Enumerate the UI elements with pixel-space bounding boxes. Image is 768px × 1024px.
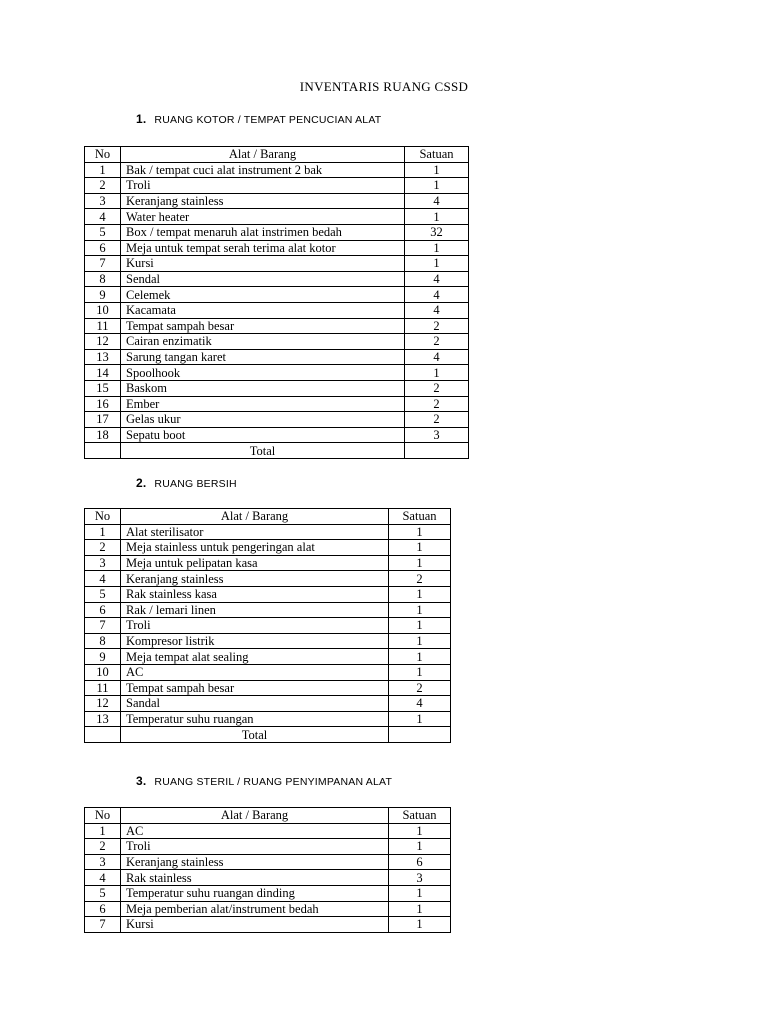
item-name: AC xyxy=(121,823,389,839)
column-header-no: No xyxy=(85,509,121,525)
row-number: 2 xyxy=(85,839,121,855)
item-name: Sendal xyxy=(121,271,405,287)
item-name: Troli xyxy=(121,178,405,194)
column-header-item: Alat / Barang xyxy=(121,147,405,163)
table-row xyxy=(85,870,451,886)
item-quantity: 1 xyxy=(389,633,451,649)
table-row xyxy=(85,586,451,602)
table-row xyxy=(85,256,469,272)
row-number: 8 xyxy=(85,633,121,649)
item-name: Rak stainless xyxy=(121,870,389,886)
table-header-row xyxy=(85,509,451,525)
table-row xyxy=(85,240,469,256)
item-quantity: 1 xyxy=(389,524,451,540)
section-title: RUANG BERSIH xyxy=(154,478,237,490)
item-quantity: 1 xyxy=(405,209,469,225)
table-row xyxy=(85,917,451,933)
table-row xyxy=(85,396,469,412)
section-title: RUANG KOTOR / TEMPAT PENCUCIAN ALAT xyxy=(154,114,382,126)
table-row xyxy=(85,711,451,727)
item-quantity: 1 xyxy=(405,365,469,381)
row-number: 2 xyxy=(85,540,121,556)
item-quantity: 1 xyxy=(389,711,451,727)
item-quantity: 4 xyxy=(405,302,469,318)
table-row xyxy=(85,193,469,209)
row-number: 4 xyxy=(85,209,121,225)
row-number: 18 xyxy=(85,427,121,443)
row-number: 6 xyxy=(85,240,121,256)
item-quantity: 32 xyxy=(405,224,469,240)
table-row xyxy=(85,287,469,303)
item-quantity: 1 xyxy=(389,649,451,665)
item-quantity: 1 xyxy=(389,602,451,618)
item-quantity: 2 xyxy=(405,412,469,428)
row-number: 11 xyxy=(85,680,121,696)
item-name: Meja untuk pelipatan kasa xyxy=(121,555,389,571)
total-row xyxy=(85,727,451,743)
item-name: Keranjang stainless xyxy=(121,193,405,209)
section-number: 1. xyxy=(136,112,147,126)
item-name: Kursi xyxy=(121,917,389,933)
section-number: 3. xyxy=(136,774,147,788)
row-number: 7 xyxy=(85,917,121,933)
row-number: 4 xyxy=(85,870,121,886)
column-header-no: No xyxy=(85,808,121,824)
row-number: 11 xyxy=(85,318,121,334)
table-header-row xyxy=(85,808,451,824)
item-quantity: 6 xyxy=(389,854,451,870)
total-row xyxy=(85,443,469,459)
item-name: Kacamata xyxy=(121,302,405,318)
row-number: 6 xyxy=(85,602,121,618)
item-quantity: 3 xyxy=(389,870,451,886)
table-row xyxy=(85,162,469,178)
row-number: 6 xyxy=(85,901,121,917)
item-quantity: 1 xyxy=(389,823,451,839)
inventory-table-ruang-steril xyxy=(84,807,451,933)
row-number: 14 xyxy=(85,365,121,381)
item-name: Troli xyxy=(121,618,389,634)
item-quantity: 1 xyxy=(389,839,451,855)
item-name: Kursi xyxy=(121,256,405,272)
table-row xyxy=(85,209,469,225)
row-number: 7 xyxy=(85,618,121,634)
item-quantity: 1 xyxy=(405,162,469,178)
total-empty-cell xyxy=(85,727,121,743)
item-name: Meja pemberian alat/instrument bedah xyxy=(121,901,389,917)
item-quantity: 2 xyxy=(389,680,451,696)
column-header-qty: Satuan xyxy=(389,808,451,824)
table-row xyxy=(85,334,469,350)
row-number: 10 xyxy=(85,664,121,680)
item-name: Meja untuk tempat serah terima alat kotor xyxy=(121,240,405,256)
row-number: 17 xyxy=(85,412,121,428)
table-row xyxy=(85,680,451,696)
item-quantity: 1 xyxy=(405,256,469,272)
total-value-cell xyxy=(389,727,451,743)
table-row xyxy=(85,365,469,381)
item-name: Troli xyxy=(121,839,389,855)
row-number: 13 xyxy=(85,349,121,365)
table-row xyxy=(85,302,469,318)
item-quantity: 2 xyxy=(389,571,451,587)
row-number: 2 xyxy=(85,178,121,194)
table-row xyxy=(85,649,451,665)
inventory-table-ruang-kotor xyxy=(84,146,469,459)
item-quantity: 1 xyxy=(389,901,451,917)
section-heading-1 xyxy=(136,112,381,126)
item-name: Alat sterilisator xyxy=(121,524,389,540)
table-row xyxy=(85,901,451,917)
item-name: Keranjang stainless xyxy=(121,854,389,870)
table-row xyxy=(85,540,451,556)
item-name: Meja tempat alat sealing xyxy=(121,649,389,665)
row-number: 5 xyxy=(85,885,121,901)
item-name: Water heater xyxy=(121,209,405,225)
row-number: 1 xyxy=(85,162,121,178)
table-row xyxy=(85,271,469,287)
item-quantity: 2 xyxy=(405,396,469,412)
item-quantity: 1 xyxy=(405,178,469,194)
item-quantity: 4 xyxy=(389,696,451,712)
table-row xyxy=(85,664,451,680)
row-number: 16 xyxy=(85,396,121,412)
item-quantity: 4 xyxy=(405,349,469,365)
table-row xyxy=(85,412,469,428)
item-quantity: 1 xyxy=(389,540,451,556)
item-quantity: 1 xyxy=(389,917,451,933)
item-name: Box / tempat menaruh alat instrimen bedah xyxy=(121,224,405,240)
item-name: Celemek xyxy=(121,287,405,303)
page-title: INVENTARIS RUANG CSSD xyxy=(299,79,469,94)
row-number: 4 xyxy=(85,571,121,587)
item-name: AC xyxy=(121,664,389,680)
table-row xyxy=(85,427,469,443)
table-row xyxy=(85,224,469,240)
item-name: Rak / lemari linen xyxy=(121,602,389,618)
item-name: Meja stainless untuk pengeringan alat xyxy=(121,540,389,556)
item-name: Tempat sampah besar xyxy=(121,318,405,334)
item-name: Temperatur suhu ruangan dinding xyxy=(121,885,389,901)
table-row xyxy=(85,318,469,334)
table-row xyxy=(85,696,451,712)
table-row xyxy=(85,555,451,571)
item-quantity: 1 xyxy=(389,555,451,571)
item-quantity: 1 xyxy=(405,240,469,256)
item-quantity: 2 xyxy=(405,380,469,396)
item-quantity: 2 xyxy=(405,318,469,334)
table-row xyxy=(85,380,469,396)
item-name: Spoolhook xyxy=(121,365,405,381)
item-name: Cairan enzimatik xyxy=(121,334,405,350)
row-number: 1 xyxy=(85,524,121,540)
total-value-cell xyxy=(405,443,469,459)
item-name: Keranjang stainless xyxy=(121,571,389,587)
total-empty-cell xyxy=(85,443,121,459)
item-name: Temperatur suhu ruangan xyxy=(121,711,389,727)
row-number: 1 xyxy=(85,823,121,839)
row-number: 8 xyxy=(85,271,121,287)
row-number: 12 xyxy=(85,334,121,350)
row-number: 7 xyxy=(85,256,121,272)
table-row xyxy=(85,178,469,194)
row-number: 3 xyxy=(85,193,121,209)
item-name: Tempat sampah besar xyxy=(121,680,389,696)
column-header-qty: Satuan xyxy=(405,147,469,163)
column-header-item: Alat / Barang xyxy=(121,808,389,824)
row-number: 5 xyxy=(85,224,121,240)
item-quantity: 3 xyxy=(405,427,469,443)
row-number: 15 xyxy=(85,380,121,396)
item-quantity: 1 xyxy=(389,885,451,901)
row-number: 13 xyxy=(85,711,121,727)
item-name: Sandal xyxy=(121,696,389,712)
column-header-no: No xyxy=(85,147,121,163)
inventory-table-ruang-bersih xyxy=(84,508,451,743)
row-number: 3 xyxy=(85,854,121,870)
table-row xyxy=(85,571,451,587)
table-row xyxy=(85,885,451,901)
table-row xyxy=(85,618,451,634)
item-quantity: 1 xyxy=(389,664,451,680)
item-name: Gelas ukur xyxy=(121,412,405,428)
item-name: Bak / tempat cuci alat instrument 2 bak xyxy=(121,162,405,178)
row-number: 12 xyxy=(85,696,121,712)
item-name: Sarung tangan karet xyxy=(121,349,405,365)
item-quantity: 4 xyxy=(405,193,469,209)
item-name: Kompresor listrik xyxy=(121,633,389,649)
section-heading-3 xyxy=(136,774,392,788)
total-label: Total xyxy=(121,443,405,459)
item-quantity: 1 xyxy=(389,618,451,634)
row-number: 3 xyxy=(85,555,121,571)
table-row xyxy=(85,524,451,540)
table-header-row xyxy=(85,147,469,163)
item-name: Baskom xyxy=(121,380,405,396)
row-number: 10 xyxy=(85,302,121,318)
item-name: Ember xyxy=(121,396,405,412)
item-quantity: 2 xyxy=(405,334,469,350)
total-label: Total xyxy=(121,727,389,743)
item-name: Sepatu boot xyxy=(121,427,405,443)
column-header-item: Alat / Barang xyxy=(121,509,389,525)
section-number: 2. xyxy=(136,476,147,490)
item-quantity: 1 xyxy=(389,586,451,602)
column-header-qty: Satuan xyxy=(389,509,451,525)
row-number: 9 xyxy=(85,649,121,665)
row-number: 5 xyxy=(85,586,121,602)
table-row xyxy=(85,602,451,618)
table-row xyxy=(85,823,451,839)
section-heading-2 xyxy=(136,476,237,490)
item-name: Rak stainless kasa xyxy=(121,586,389,602)
table-row xyxy=(85,854,451,870)
table-row xyxy=(85,839,451,855)
item-quantity: 4 xyxy=(405,287,469,303)
item-quantity: 4 xyxy=(405,271,469,287)
section-title: RUANG STERIL / RUANG PENYIMPANAN ALAT xyxy=(154,776,393,788)
table-row xyxy=(85,633,451,649)
table-row xyxy=(85,349,469,365)
row-number: 9 xyxy=(85,287,121,303)
